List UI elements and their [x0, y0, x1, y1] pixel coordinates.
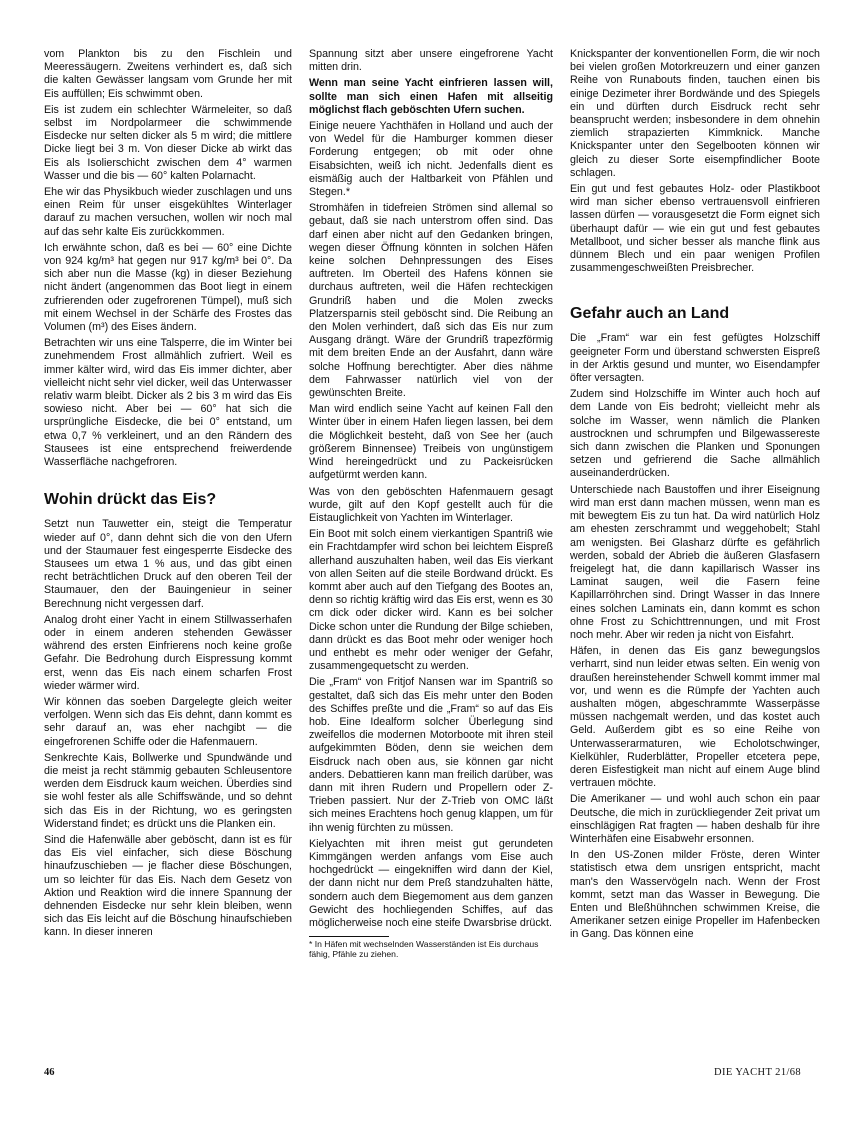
- paragraph: Was von den geböschten Hafenmauern gesagt wurde, gilt auf den Kopf gestellt auch für die Eistauglichkeit von Yachten im Winterlager.: [309, 485, 553, 524]
- paragraph: Die „Fram“ war ein fest gefügtes Holzschiff geeigneter Form und überstand schwersten Eispreß in der Arktis gesund und munter, wo Eisendampfer öfter versagten.: [570, 332, 820, 385]
- paragraph: Man wird endlich seine Yacht auf keinen Fall den Winter über in einem Hafen liegen lassen, bei dem die Möglichkeit besteht, daß von See her (auch größerem Binnensee) Treibeis von ungünstigem Wind hereingedrückt und zu Packeisrücken aufgetürmt werden kann.: [309, 403, 553, 482]
- page-number: 46: [44, 1067, 55, 1078]
- paragraph: Die Amerikaner — und wohl auch schon ein paar Deutsche, die mich in zurückliegender Zeit privat um einschlägigen Rat fragten — haben deshalb für ihre Winterhäfen eine Eisabwehr ersonnen.: [570, 793, 820, 845]
- paragraph: Ein Boot mit solch einem vierkantigen Spantriß wie ein Frachtdampfer wird schon bei leichtem Eispreß allerhand auszuhalten haben, weil das Eis vierkant von allen Seiten auf die steile Bordwand drückt. Es kommt aber auch auf den Tiefgang des Bootes an, denn so richtig kräftig wird das Eis erst, wenn es 30 cm dick oder dicker wird. Kann es bei solcher Dicke schon unter die Rundung der Bilge schieben, dann drückt es das Boot mehr oder weniger hoch und enthebt es mehr oder weniger der Gefahr, zusammengequetscht zu werden.: [309, 528, 553, 673]
- paragraph: Ich erwähnte schon, daß es bei — 60° eine Dichte von 924 kg/m³ hat gegen nur 917 kg/m³ bei 0°. Da sich aber nun die Masse (kg) in dieser Beziehung nicht ändert (angenommen das Boot liegt in einem zufrierenden oder zugefrorenen Tümpel), muß sich mit einem Wechsel in der Schärfe des Frostes das Volumen (m³) des Eises ändern.: [44, 241, 292, 334]
- paragraph: Ein gut und fest gebautes Holz- oder Plastikboot wird man sicher ebenso vertrauensvoll einfrieren lassen dürfen — vorausgesetzt die Form eignet sich überhaupt dafür — wie ein gut und fest gebautes Metallboot, und sicher besser als manche flink aus dünnem Blech und ein paar wenigen Profilen zusammengeschweißten Preisbrecher.: [570, 183, 820, 275]
- text-column-right: [570, 48, 820, 945]
- paragraph: Betrachten wir uns eine Talsperre, die im Winter bei zunehmendem Frost allmählich zufriert. Weil es immer kälter wird, wird das Eis immer dichter, aber vielleicht nicht sehr viel dicker, weil das Unterwasser relativ warm bleibt. Dicker als 2 bis 3 m wird das Eis sowieso nicht. Aber bei — 60° hat sich die ursprüngliche Eisdecke, die bei 0° entstand, um etwa 0,7 % verkleinert, und an den Rändern des Stausees ist eine entsprechend freiwerdende Wasserfläche nachgefroren.: [44, 337, 292, 469]
- footnote-divider: [309, 936, 389, 937]
- paragraph: Setzt nun Tauwetter ein, steigt die Temperatur wieder auf 0°, dann dehnt sich die von den Ufern und der Staumauer fest eingesperrte Eisdecke des Stausees um etwa 1 % aus, und das gibt einen recht beträchtlichen Druck auf den oberen Teil der Staumauer, den der Bauingenieur in seiner Berechnung nicht vergessen darf.: [44, 518, 292, 610]
- footnote: * In Häfen mit wechselnden Wasserständen ist Eis durchaus fähig, Pfähle zu ziehen.: [309, 939, 539, 960]
- paragraph: Analog droht einer Yacht in einem Stillwasserhafen oder in einem anderen stehenden Gewässer während des ersten Einfrierens noch keine große Gefahr. Die Bedrohung durch Eispressung kommt erst, wenn das Eis nach einem scharfen Frost wieder wärmer wird.: [44, 613, 292, 692]
- paragraph: Senkrechte Kais, Bollwerke und Spundwände und die meist ja recht stämmig gebauten Schleusentore werden dem Eisdruck kaum weichen. Überdies sind sie wohl fester als alle Schiffswände, und so dehnt sich das Eis in der Richtung, wo es geringsten Widerstand findet; es drückt uns die Planken ein.: [44, 751, 292, 830]
- paragraph: Sind die Hafenwälle aber geböscht, dann ist es für das Eis viel einfacher, sich diese Böschung hinaufzuschieben — je flacher diese Böschungen, um so leichter für das Eis. Nach dem Gesetz von Aktion und Reaktion wird die innere Spannung der dehnenden Eisdecke nur sehr klein bleiben, wenn sich das Eis leicht auf die Böschung hinaufschieben kann. In dieser inneren: [44, 833, 292, 939]
- paragraph: Einige neuere Yachthäfen in Holland und auch der von Wedel für die Hamburger kommen dieser Forderung entgegen; ob mit oder ohne Eisabsichten, weiß ich nicht. Jedenfalls dient es eismäßig auch der Haltbarkeit von Pfählen und Stegen.*: [309, 120, 553, 199]
- paragraph: In den US-Zonen milder Fröste, deren Winter statistisch etwa dem unsrigen entspricht, macht man's den Wasservögeln nach. Wenn der Frost kommt, setzt man das Wasser in Bewegung. Die Enten und Bleßhühnchen schwimmen Kreise, die Amerikaner setzen einige Propeller im Hafenbecken in Gang. Das können eine: [570, 849, 820, 941]
- paragraph: Ehe wir das Physikbuch wieder zuschlagen und uns einen Reim für unser eisgekühltes Winterlager darauf zu machen versuchen, wollen wir noch mal auf das sehr kalte Eis zurückkommen.: [44, 186, 292, 238]
- bold-recommendation: Wenn man seine Yacht einfrieren lassen will, sollte man sich einen Hafen mit allseitig möglichst flach geböschten Ufern suchen.: [309, 77, 553, 116]
- paragraph: Stromhäfen in tidefreien Strömen sind allemal so gebaut, daß sie nach unterstrom offen sind. Das darf einen aber nicht auf den Gedanken bringen, wegen dieser Öffnung könnten in solchen Häfen keine solchen Dehnpressungen des Eises auftreten. Im Oberteil des Hafens können sie durchaus auftreten, weil die Häfen rechteckigen Grundriß haben und die Molen zwecks Platzersparnis steil geböscht sind. Die Reibung an den Molen verhindert, daß sich das Eis nur zum Ausgang drängt. Wäre der Grundriß trapezförmig mit dem breiten Ende an der Ausfahrt, dann wäre solche Hoffnung berechtigter. Aber dies nähme dem Fahrwasser natürlich viel von der gewünschten Breite.: [309, 202, 553, 400]
- section-heading-ice-pressure: Wohin drückt das Eis?: [44, 491, 217, 509]
- paragraph: Zudem sind Holzschiffe im Winter auch hoch auf dem Lande von Eis bedroht; vielleicht mehr als solche im Wasser, wenn nämlich die Planken austrocknen und schrumpfen und Bilgewassereste sich dann zwischen die Planken und Sponungen setzen und gefrierend die Sache allmählich auseinanderdrücken.: [570, 388, 820, 480]
- paragraph: Wir können das soeben Dargelegte gleich weiter verfolgen. Wenn sich das Eis dehnt, dann kommt es sehr darauf an, was eher nachgibt — die eingefrorenen Schiffe oder die Hafenmauern.: [44, 695, 292, 748]
- paragraph: Knickspanter der konventionellen Form, die wir noch bei vielen großen Motorkreuzern und einer ganzen Reihe von Runabouts finden, tauchen einen bis einige Dezimeter ihrer Bordwände und des Spiegels ein und dürften durch Eisdruck recht sehr beansprucht werden; insbesondere in dem ohnehin ziemlich strapazierten Kimmknick. Manche Knickspanter unter den Segelbooten können wir gleich zu dieser Sorte eisempfindlicher Boote schlagen.: [570, 48, 820, 179]
- paragraph: vom Plankton bis zu den Fischlein und Meeressäugern. Zweitens verhindert es, daß sich die kalten Gewässer langsam vom Grunde her mit Eis auffüllen; Eis schwimmt oben.: [44, 48, 292, 100]
- paragraph: Spannung sitzt aber unsere eingefrorene Yacht mitten drin.: [309, 48, 553, 74]
- paragraph: Eis ist zudem ein schlechter Wärmeleiter, so daß selbst im Nordpolarmeer die schwimmende Eisdecke nur selten dicker als 5 m wird; die mittlere Dicke liegt bei 3 m. Von dieser Dicke ab wirkt das Eis als Isolierschicht zwischen dem 4° warmen Wasser und die bis — 60° kalten Polarnacht.: [44, 103, 292, 182]
- paragraph: Kielyachten mit ihren meist gut gerundeten Kimmgängen werden anfangs vom Eise auch hochgedrückt — eingekniffen wird dann der Kiel, der dann nicht nur dem Preß standzuhalten hätte, sondern auch dem Biegemoment aus dem ganzen Gewicht des hochliegenden Schiffes, auf das möglicherweise noch eine steife Dwarsbrise drückt.: [309, 837, 553, 929]
- section-heading-danger-on-land: Gefahr auch an Land: [570, 305, 730, 323]
- magazine-issue: DIE YACHT 21/68: [714, 1067, 802, 1078]
- text-column-middle: [309, 48, 553, 963]
- paragraph: Häfen, in denen das Eis ganz bewegungslos verharrt, sind nun leider etwas selten. Ein wenig von draußen hereinstehender Schwell kommt immer mal vor, und wenn es die Rümpfe der Yachten auch aushalten mögen, abgeschrammte Wasserpässe müssen nachgemalt werden, und das kostet auch Geld. Außerdem gibt es so eine Reihe von Unterwasserarmaturen, wie Echolotschwinger, Kielkühler, Ruderblätter, Propeller etcetera pepe, deren Eisfestigkeit man nicht auf einem Auge blind vertrauen möchte.: [570, 645, 820, 790]
- paragraph: Die „Fram“ von Fritjof Nansen war im Spantriß so gestaltet, daß sich das Eis mehr unter den Boden des Schiffes preßte und die „Fram“ so auf das Eis hob. Eine Idealform solcher Überlegung sind zweifellos die modernen Motorboote mit ihren steil aufgekimmten Böden, denn sie weichen dem Eisdruck nach oben aus, sie können gar nicht anders. Debattieren kann man freilich darüber, was dann mit ihren Rudern und Propellern oder Z-Trieben passiert. Nur der Z-Trieb von OMC läßt sich meines Erachtens hoch genug klappen, um für ihn wenig fürchten zu müssen.: [309, 676, 553, 834]
- paragraph: Unterschiede nach Baustoffen und ihrer Eiseignung wird man erst dann machen müssen, wenn man es mit bewegtem Eis zu tun hat. Da wird natürlich Holz am ehesten zerschrammt und weggehobelt; Stahl am wenigsten. Bei Glasharz dürfte es gefährlich werden, sobald der Abrieb die äußeren Glasfasern freigelegt hat, die dann kapillarisch Wasser ins Laminat saugen, weil die Fasern feine Kapillarröhrchen sind. Dringt Wasser in das Innere eines solchen Laminats ein, dann kommt es schon ohne Frost zu Schichttrennungen, und mit Frost noch mehr. Aber wir reden ja nicht von Eisfahrt.: [570, 483, 820, 641]
- text-column-left: [44, 48, 292, 943]
